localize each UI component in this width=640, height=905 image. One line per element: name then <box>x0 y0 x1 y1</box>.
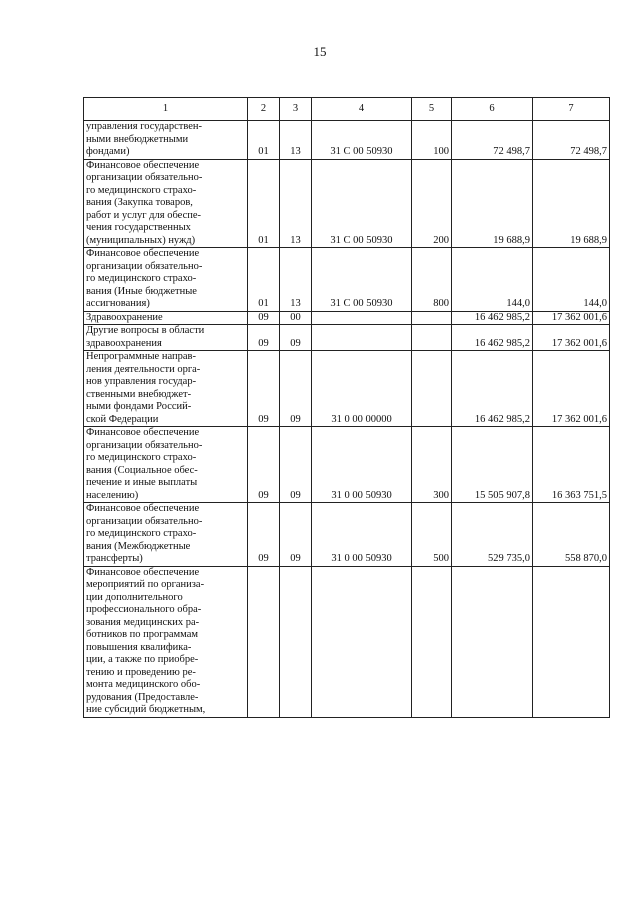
row-name-cell <box>84 503 248 567</box>
target-article-cell: 31 0 00 00000 <box>312 351 412 427</box>
section-cell: 01 <box>248 248 280 312</box>
row-name-line: вания (Межбюджетные <box>86 540 191 552</box>
row-name-line: Другие вопросы в области <box>86 325 205 336</box>
amount-year2-cell: 558 870,0 <box>533 503 610 567</box>
row-name-cell <box>84 159 248 248</box>
header-cell: 6 <box>452 98 533 121</box>
subsection-cell: 13 <box>280 248 312 312</box>
table-body <box>84 98 610 718</box>
row-name-line: населению) <box>86 489 139 501</box>
amount-year2-cell: 19 688,9 <box>533 159 610 248</box>
row-name-line: повышения квалифика- <box>86 641 192 653</box>
header-cell: 5 <box>412 98 452 121</box>
row-name-line: печение и иные выплаты <box>86 477 198 488</box>
target-article-cell <box>312 566 412 717</box>
amount-year1-cell: 16 462 985,2 <box>452 325 533 351</box>
header-cell: 2 <box>248 98 280 121</box>
amount-year1-cell: 72 498,7 <box>452 121 533 160</box>
section-cell: 09 <box>248 351 280 427</box>
target-article-cell: 31 С 00 50930 <box>312 248 412 312</box>
row-name-line: нов управления государ- <box>86 376 197 387</box>
row-name-line: Непрограммные направ- <box>86 351 196 362</box>
row-name-cell <box>84 311 248 325</box>
row-name-line: тению и проведению ре- <box>86 666 196 678</box>
expense-type-cell <box>412 566 452 717</box>
row-name-line: ными внебюджетными <box>86 133 189 145</box>
row-name-line: организации обязательно- <box>86 260 203 272</box>
row-name-line: го медицинского страхо- <box>86 273 197 284</box>
section-cell: 01 <box>248 159 280 248</box>
row-name-line: Финансовое обеспечение <box>86 248 200 259</box>
table-row <box>84 159 610 248</box>
amount-year2-cell: 16 363 751,5 <box>533 427 610 503</box>
target-article-cell: 31 0 00 50930 <box>312 503 412 567</box>
amount-year2-cell: 17 362 001,6 <box>533 351 610 427</box>
row-name-cell <box>84 351 248 427</box>
amount-year1-cell: 144,0 <box>452 248 533 312</box>
row-name-line: работ и услуг для обеспе- <box>86 209 202 221</box>
amount-year1-cell: 16 462 985,2 <box>452 311 533 325</box>
row-name-line: го медицинского страхо- <box>86 528 197 539</box>
row-name-line: Финансовое обеспечение <box>86 159 200 171</box>
subsection-cell: 09 <box>280 503 312 567</box>
row-name-cell <box>84 566 248 717</box>
subsection-cell: 13 <box>280 121 312 160</box>
row-name-cell <box>84 121 248 160</box>
expense-type-cell <box>412 325 452 351</box>
expense-type-cell: 500 <box>412 503 452 567</box>
row-name-line: организации обязательно- <box>86 439 203 451</box>
row-name-line: ции, а также по приобре- <box>86 654 199 665</box>
amount-year1-cell: 16 462 985,2 <box>452 351 533 427</box>
header-cell: 4 <box>312 98 412 121</box>
table-row <box>84 566 610 717</box>
table-row <box>84 351 610 427</box>
row-name-line: вания (Закупка товаров, <box>86 197 193 208</box>
table-row <box>84 325 610 351</box>
amount-year2-cell: 17 362 001,6 <box>533 325 610 351</box>
row-name-line: Финансовое обеспечение <box>86 503 200 514</box>
table-row <box>84 121 610 160</box>
header-cell: 3 <box>280 98 312 121</box>
section-cell: 09 <box>248 325 280 351</box>
row-name-line: ние субсидий бюджетным, <box>86 704 206 715</box>
budget-table <box>83 97 610 718</box>
row-name-line: ской Федерации <box>86 413 159 425</box>
amount-year2-cell: 144,0 <box>533 248 610 312</box>
section-cell <box>248 566 280 717</box>
row-name-line: профессионального обра- <box>86 604 202 615</box>
row-name-line: ции дополнительного <box>86 591 183 603</box>
header-cell: 1 <box>84 98 248 121</box>
row-name-line: трансферты) <box>86 553 143 564</box>
expense-type-cell: 100 <box>412 121 452 160</box>
expense-type-cell: 300 <box>412 427 452 503</box>
expense-type-cell: 800 <box>412 248 452 312</box>
target-article-cell: 31 С 00 50930 <box>312 159 412 248</box>
page-number: 15 <box>313 44 327 59</box>
row-name-line: монта медицинского обо- <box>86 679 201 690</box>
amount-year1-cell: 15 505 907,8 <box>452 427 533 503</box>
amount-year1-cell: 19 688,9 <box>452 159 533 248</box>
row-name-line: организации обязательно- <box>86 172 203 183</box>
table-header-row <box>84 98 610 121</box>
row-name-cell <box>84 248 248 312</box>
row-name-line: ления деятельности орга- <box>86 363 201 375</box>
section-cell: 09 <box>248 503 280 567</box>
table-row <box>84 503 610 567</box>
row-name-line: (муниципальных) нужд) <box>86 234 196 246</box>
row-name-line: Финансовое обеспечение <box>86 427 200 438</box>
section-cell: 09 <box>248 427 280 503</box>
row-name-line: здравоохранения <box>86 337 162 349</box>
subsection-cell: 09 <box>280 427 312 503</box>
table-row <box>84 427 610 503</box>
row-name-line: чения государственных <box>86 222 191 233</box>
amount-year1-cell: 529 735,0 <box>452 503 533 567</box>
row-name-line: организации обязательно- <box>86 515 203 527</box>
row-name-line: ственными внебюджет- <box>86 388 192 400</box>
row-name-line: ассигнования) <box>86 298 150 309</box>
header-cell: 7 <box>533 98 610 121</box>
subsection-cell: 13 <box>280 159 312 248</box>
expense-type-cell: 200 <box>412 159 452 248</box>
target-article-cell <box>312 311 412 325</box>
table-row <box>84 311 610 325</box>
row-name-line: фондами) <box>86 146 130 157</box>
subsection-cell <box>280 566 312 717</box>
row-name-line: Финансовое обеспечение <box>86 566 200 578</box>
row-name-line: ными фондами Россий- <box>86 401 192 412</box>
row-name-line: зования медицинских ра- <box>86 616 200 628</box>
section-cell: 01 <box>248 121 280 160</box>
expense-type-cell <box>412 311 452 325</box>
row-name-line: вания (Иные бюджетные <box>86 285 197 297</box>
row-name-line: мероприятий по организа- <box>86 579 205 590</box>
target-article-cell: 31 0 00 50930 <box>312 427 412 503</box>
row-name-line: ботников по программам <box>86 629 199 640</box>
amount-year2-cell: 72 498,7 <box>533 121 610 160</box>
expense-type-cell <box>412 351 452 427</box>
table-row <box>84 248 610 312</box>
section-cell: 09 <box>248 311 280 325</box>
row-name-line: управления государствен- <box>86 121 203 132</box>
subsection-cell: 09 <box>280 325 312 351</box>
amount-year2-cell: 17 362 001,6 <box>533 311 610 325</box>
row-name-line: Здравоохранение <box>86 311 163 323</box>
amount-year1-cell <box>452 566 533 717</box>
row-name-cell <box>84 427 248 503</box>
amount-year2-cell <box>533 566 610 717</box>
target-article-cell <box>312 325 412 351</box>
row-name-line: го медицинского страхо- <box>86 452 197 463</box>
subsection-cell: 09 <box>280 351 312 427</box>
row-name-line: го медицинского страхо- <box>86 184 197 196</box>
subsection-cell: 00 <box>280 311 312 325</box>
row-name-line: вания (Социальное обес- <box>86 464 198 476</box>
row-name-cell <box>84 325 248 351</box>
row-name-line: рудования (Предоставле- <box>86 691 199 703</box>
target-article-cell: 31 С 00 50930 <box>312 121 412 160</box>
